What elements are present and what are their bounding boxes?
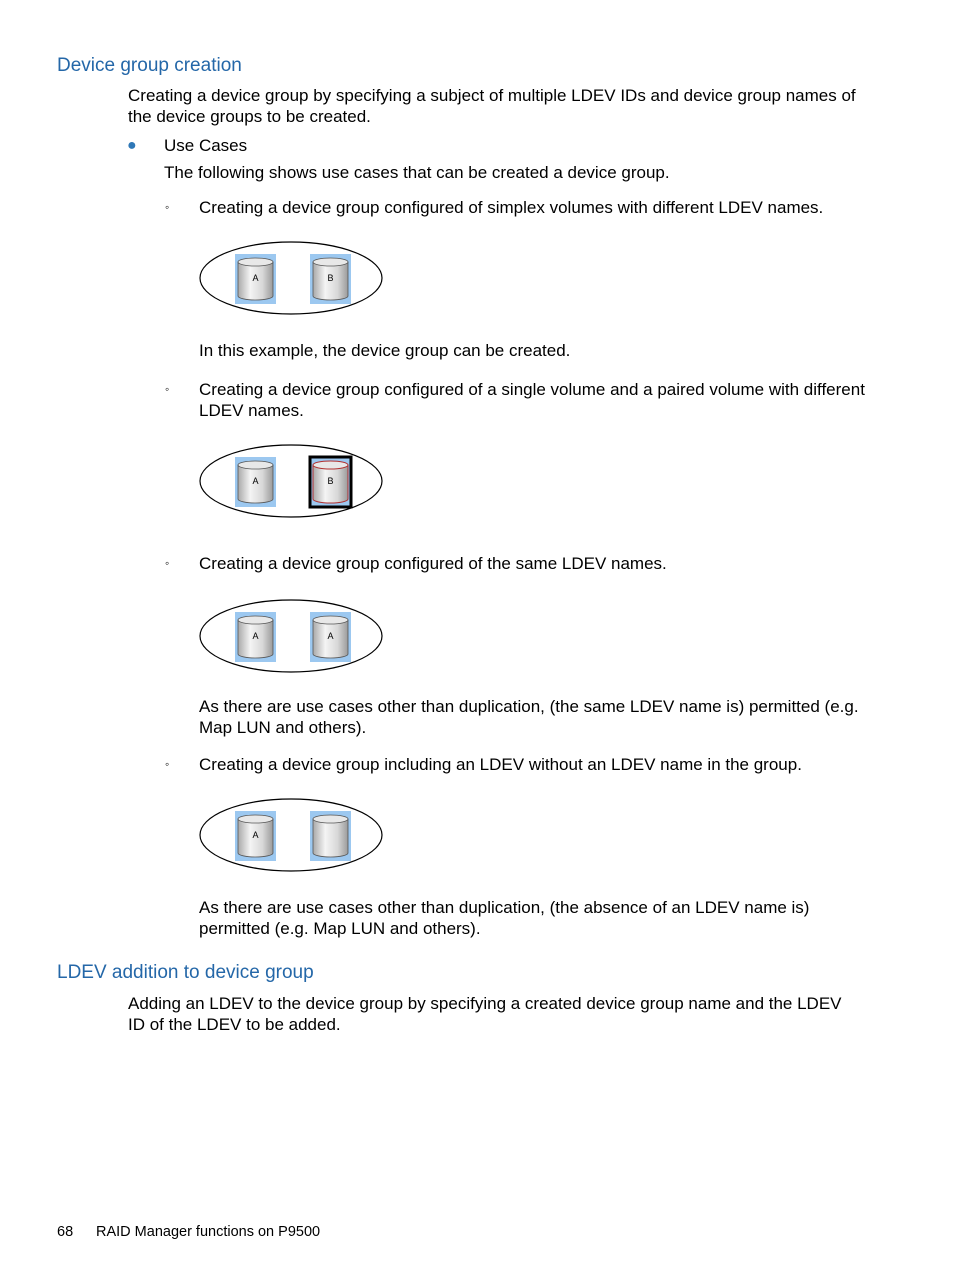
volume-b-paired xyxy=(310,457,351,507)
volume-a-duplicate-highlighted xyxy=(310,612,351,662)
volume-a-highlighted xyxy=(235,254,276,304)
case-2-text: Creating a device group configured of a single volume and a paired volume with different LDEV names. xyxy=(199,380,865,420)
case-4-text: Creating a device group including an LDEV without an LDEV name in the group. xyxy=(199,755,802,774)
sub-bullet-circle: ◦ xyxy=(165,200,170,214)
footer-title: RAID Manager functions on P9500 xyxy=(96,1224,321,1240)
case-3-diagram xyxy=(198,598,388,676)
volume-a-highlighted xyxy=(235,811,276,861)
volume-label: A xyxy=(252,631,259,641)
section-heading-device-group-creation: Device group creation xyxy=(57,55,242,76)
case-4-note: As there are use cases other than duplication, (the absence of an LDEV name is) permitted (e.g. Map LUN and others). xyxy=(199,898,810,938)
case-1-text: Creating a device group configured of simplex volumes with different LDEV names. xyxy=(199,198,824,217)
section-heading-ldev-addition: LDEV addition to device group xyxy=(57,962,314,983)
use-cases-description: The following shows use cases that can be created a device group. xyxy=(164,163,670,182)
volume-label: A xyxy=(252,273,259,283)
case-3-text: Creating a device group configured of the same LDEV names. xyxy=(199,554,667,573)
sub-bullet-circle: ◦ xyxy=(165,382,170,396)
bullet-dot: ● xyxy=(127,137,137,154)
volume-label: B xyxy=(327,476,334,486)
device-group-ellipse xyxy=(200,799,382,871)
case-1-diagram xyxy=(198,240,388,318)
bullet-label-use-cases: Use Cases xyxy=(164,136,248,155)
case-1-note: In this example, the device group can be created. xyxy=(199,341,571,360)
case-3-note: As there are use cases other than duplication, (the same LDEV name is) permitted (e.g. Map LUN and others). xyxy=(199,697,859,737)
sub-bullet-circle: ◦ xyxy=(165,757,170,771)
device-group-ellipse xyxy=(200,242,382,314)
section-intro-device-group-creation: Creating a device group by specifying a subject of multiple LDEV IDs and device group names of the device groups to be created. xyxy=(128,86,856,126)
volume-a-highlighted xyxy=(235,612,276,662)
device-group-ellipse xyxy=(200,445,382,517)
case-2-diagram xyxy=(198,443,388,521)
sub-bullet-circle: ◦ xyxy=(165,556,170,570)
volume-label: A xyxy=(252,476,259,486)
section-intro-ldev-addition: Adding an LDEV to the device group by specifying a created device group name and the LDEV ID of the LDEV to be added. xyxy=(128,994,842,1034)
device-group-ellipse xyxy=(200,600,382,672)
volume-label: A xyxy=(327,631,334,641)
volume-a-highlighted xyxy=(235,457,276,507)
volume-label: B xyxy=(327,273,334,283)
volume-b-highlighted xyxy=(310,254,351,304)
case-4-diagram xyxy=(198,797,388,875)
volume-label: A xyxy=(252,830,259,840)
page-number: 68 xyxy=(57,1224,74,1240)
volume-unnamed-highlighted xyxy=(310,811,351,861)
